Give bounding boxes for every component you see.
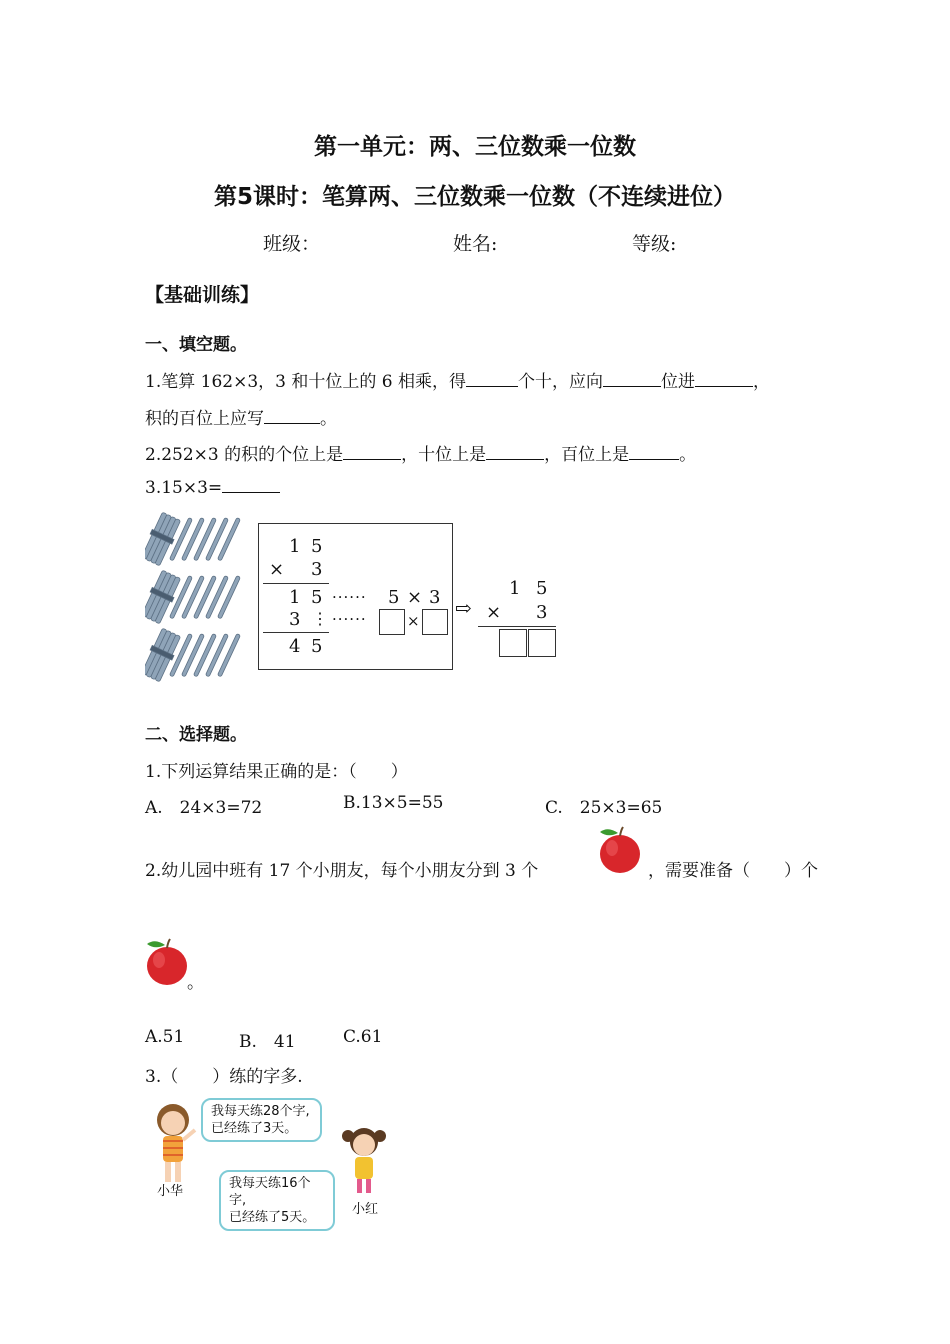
grade-label: 等级:	[632, 233, 677, 255]
apple-icon-2	[143, 936, 191, 986]
calc-result-tens: 4	[289, 636, 301, 657]
bubble2-line2: 已经练了5天。	[229, 1210, 316, 1225]
arrow-icon: ⇨	[455, 596, 472, 620]
right-mult: 3	[536, 602, 548, 623]
xiaohong-name: 小红	[352, 1202, 379, 1217]
right-times: ×	[486, 602, 502, 623]
right-answer-box-1[interactable]	[499, 629, 527, 657]
choice-q2-option-c[interactable]: C.61	[343, 1027, 383, 1047]
xiaohua-name: 小华	[157, 1184, 184, 1199]
q2-text-d: 。	[679, 445, 697, 465]
page-title: 第一单元：两、三位数乘一位数	[314, 134, 636, 160]
right-ones: 5	[536, 578, 548, 599]
section-basic: 【基础训练】	[145, 284, 260, 306]
bubble1-line1: 我每天练28个字,	[211, 1104, 310, 1119]
calc-result-ones: 5	[311, 636, 323, 657]
calc-ones-1: 5	[311, 536, 323, 557]
fill-q3	[145, 477, 280, 498]
xiaohong-figure	[341, 1124, 387, 1198]
class-label: 班级：	[263, 233, 321, 255]
calc-mult: 3	[311, 559, 323, 580]
calc-rule-1	[263, 583, 329, 584]
calc-times: ×	[269, 559, 285, 580]
eq1-a: 5	[388, 587, 400, 608]
fill-q2	[145, 440, 696, 465]
choice-q3: 3.（ ）练的字多.	[145, 1067, 303, 1087]
q2-blank-3[interactable]	[629, 444, 679, 460]
calc-carry-row: 3	[289, 609, 301, 630]
multiplication-figure	[145, 512, 565, 688]
choice-q2-option-b[interactable]: B. 41	[239, 1032, 296, 1052]
calc-dots-2: ······	[332, 610, 367, 628]
q1-blank-3[interactable]	[695, 371, 753, 387]
xiaohua-figure	[151, 1098, 201, 1188]
q2-text-b: ，十位上是	[401, 445, 487, 465]
q1-text-f: 。	[320, 409, 337, 429]
name-label: 姓名:	[453, 233, 498, 255]
fill-q1-line1	[145, 367, 770, 392]
q2-text-a: 2.252×3 的积的个位上是	[145, 445, 344, 465]
q1-blank-4[interactable]	[264, 408, 320, 424]
choice-q2-option-a[interactable]: A.51	[145, 1027, 185, 1047]
right-rule	[478, 626, 556, 627]
choice-heading: 二、选择题。	[145, 725, 247, 745]
q1-text-a: 1.笔算 162×3，3 和十位上的 6 相乘，得	[145, 372, 466, 392]
box-op: ×	[407, 612, 420, 630]
choice-q1-option-c[interactable]: C. 25×3=65	[545, 798, 663, 818]
choice-q2-text-a: 2.幼儿园中班有 17 个小朋友，每个小朋友分到 3 个	[145, 861, 539, 881]
choice-q1-option-b[interactable]: B.13×5=55	[343, 793, 444, 813]
bubble2-line1: 我每天练16个字,	[229, 1176, 311, 1208]
q1-blank-2[interactable]	[603, 371, 661, 387]
q2-text-c: ，百位上是	[544, 445, 630, 465]
q3-blank[interactable]	[222, 477, 280, 493]
calc-dots-1: ······	[332, 588, 367, 606]
kids-illustration	[145, 1094, 395, 1225]
q2-blank-2[interactable]	[486, 444, 544, 460]
calc-partial-tens: 1	[289, 587, 301, 608]
apple-icon	[596, 824, 644, 874]
q1-blank-1[interactable]	[466, 371, 518, 387]
eq1-op: ×	[407, 587, 423, 608]
page-subtitle: 第5课时：笔算两、三位数乘一位数（不连续进位）	[213, 184, 736, 210]
q3-text: 3.15×3=	[145, 478, 223, 498]
choice-q1-option-a[interactable]: A. 24×3=72	[145, 798, 263, 818]
calc-rule-2	[263, 632, 329, 633]
right-answer-box-2[interactable]	[528, 629, 556, 657]
fill-heading: 一、填空题。	[145, 335, 247, 355]
calc-tens-1: 1	[289, 536, 301, 557]
calc-dotted-mark: ⋮	[312, 609, 328, 628]
speech-bubble-1	[201, 1098, 322, 1142]
answer-box-1[interactable]	[379, 609, 405, 635]
q1-text-c: 位进	[660, 372, 695, 392]
stick-bundles-illustration	[145, 512, 255, 688]
answer-box-2[interactable]	[422, 609, 448, 635]
right-tens: 1	[509, 578, 521, 599]
choice-q2-text-b: ，需要准备（ ）个	[648, 861, 818, 881]
choice-q1: 1.下列运算结果正确的是：（ ）	[145, 762, 408, 782]
bubble1-line2: 已经练了3天。	[211, 1121, 298, 1136]
q2-blank-1[interactable]	[343, 444, 401, 460]
choice-q2-end: 。	[187, 973, 204, 993]
q1-text-d: ，	[752, 372, 770, 392]
eq1-b: 3	[429, 587, 441, 608]
speech-bubble-2	[219, 1170, 335, 1231]
fill-q1-line2	[145, 404, 337, 429]
calc-partial-ones: 5	[311, 587, 323, 608]
q1-text-b: 个十，应向	[517, 372, 603, 392]
q1-text-e: 积的百位上应写	[145, 409, 264, 429]
